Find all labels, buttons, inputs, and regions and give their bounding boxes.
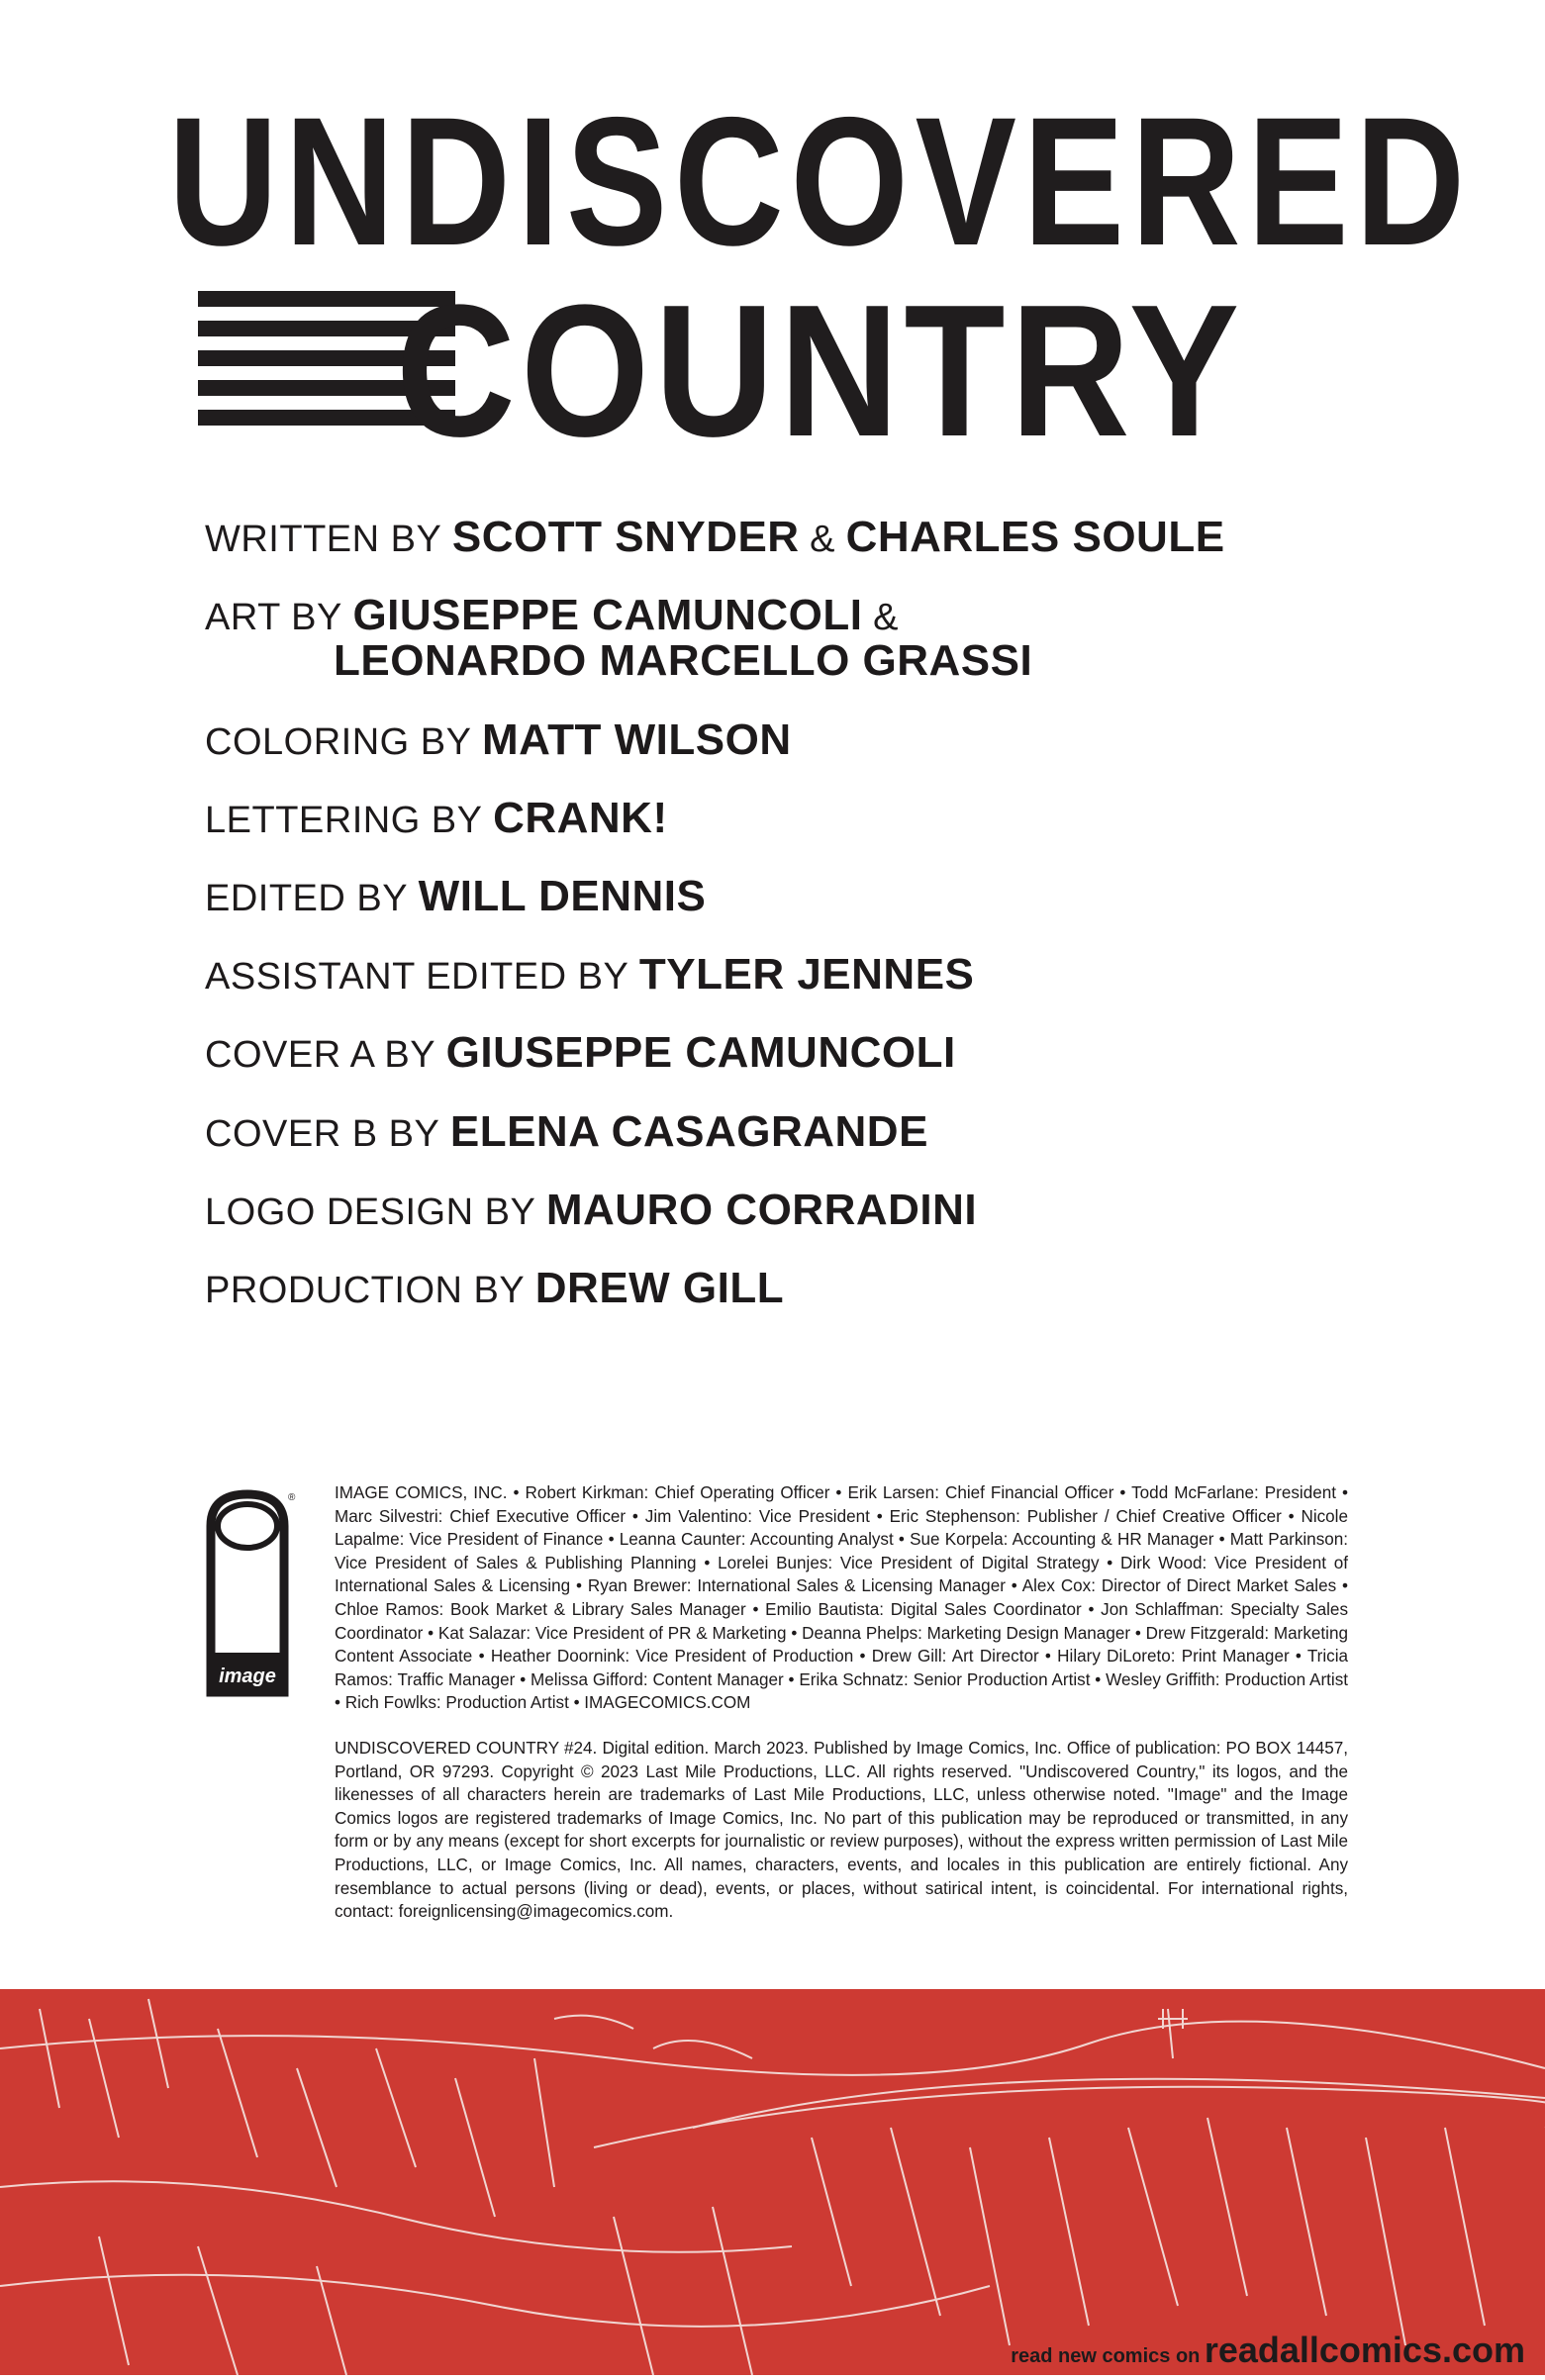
credit-name: MATT WILSON [482,714,792,764]
registered-mark: ® [288,1492,296,1503]
credit-cover-a-by [205,1030,1393,1076]
credit-edited-by [205,871,1393,920]
credit-name: GIUSEPPE CAMUNCOLI [445,1028,956,1078]
credit-joiner: & [810,519,836,560]
credit-role: PRODUCTION BY [205,1269,526,1311]
credit-role: ART BY [205,597,342,639]
credit-role: WRITTEN BY [205,519,442,560]
logo-title-line2: COUNTRY [396,266,1245,476]
credit-name: TYLER JENNES [638,950,975,1000]
image-comics-logo [205,1486,296,1700]
credit-name-2: LEONARDO MARCELLO GRASSI [334,636,1033,686]
credit-logo-design-by [205,1185,1393,1234]
credit-name: DREW GILL [534,1263,785,1312]
credit-name: MAURO CORRADINI [545,1185,978,1234]
credit-role: LETTERING BY [205,799,483,841]
credit-role: COVER A BY [205,1034,436,1077]
credit-name: SCOTT SNYDER [451,513,800,561]
credits-list [205,515,1393,1344]
credit-art-by [205,593,1393,684]
credit-name-2: CHARLES SOULE [845,513,1225,561]
credit-coloring-by [205,714,1393,764]
credit-production-by [205,1263,1393,1312]
sketch-lines-artwork [0,1989,1545,2375]
credit-role: EDITED BY [205,877,409,919]
credit-name: GIUSEPPE CAMUNCOLI [352,591,863,640]
image-logo-text: image [219,1666,276,1687]
site-watermark [1011,2330,1525,2371]
watermark-site-link[interactable]: readallcomics.com [1204,2330,1525,2370]
credit-name: WILL DENNIS [418,871,707,920]
credit-assistant-edited-by [205,952,1393,998]
logo-title-line1: UNDISCOVERED [168,80,1472,284]
credit-name: CRANK! [493,793,668,842]
credit-role: COVER B BY [205,1112,440,1155]
red-artwork-panel [0,1989,1545,2375]
credit-cover-b-by [205,1106,1393,1156]
credit-written-by [205,515,1393,560]
credit-lettering-by [205,793,1393,842]
credit-role: ASSISTANT EDITED BY [205,956,629,999]
stars-icon [1207,297,1405,445]
legal-indicia-text: UNDISCOVERED COUNTRY #24. Digital edition. March 2023. Published by Image Comics, Inc. Office of publication: PO BOX 14457, Portland, OR 97293. Copyright © 2023 Last Mile Productions, LLC. All rights reserved. "Undiscovered Country," its logos, and the likenesses of all characters herein are trademarks of Last Mile Productions, LLC, unless otherwise noted. "Image" and the Image Comics logos are registered trademarks of Image Comics, Inc. No part of this publication may be reproduced or transmitted, in any form or by any means (except for short excerpts for journalistic or review purposes), without the express written permission of Last Mile Productions, LLC, or Image Comics, Inc. All names, characters, events, and locales in this publication are entirely fictional. Any resemblance to actual persons (living or dead), events, or places, without satirical intent, is coincidental. For international rights, contact: foreignlicensing@imagecomics.com. [335,1739,1348,1922]
watermark-prefix: read new comics on [1011,2345,1201,2367]
logo-title-line2-group [198,266,1386,476]
credit-joiner: & [873,597,899,639]
credit-role: COLORING BY [205,720,472,763]
credit-name: ELENA CASAGRANDE [449,1106,928,1156]
credit-role: LOGO DESIGN BY [205,1190,536,1233]
publisher-staff-text: IMAGE COMICS, INC. • Robert Kirkman: Chief Operating Officer • Erik Larsen: Chief Financial Officer • Todd McFarlane: President • Marc Silvestri: Chief Executive Officer • Jim Valentino: Vice President • Eric Stephenson: Publisher / Chief Creative Officer • Nicole Lapalme: Vice President of Finance • Leanna Caunter: Accounting Analyst • Sue Korpela: Accounting & HR Manager • Matt Parkinson: Vice President of Sales & Publishing Planning • Lorelei Bunjes: Vice President of Digital Strategy • Dirk Wood: Vice President of International Sales & Licensing • Ryan Brewer: International Sales & Licensing Manager • Alex Cox: Director of Direct Market Sales • Chloe Ramos: Book Market & Library Sales Manager • Emilio Bautista: Digital Sales Coordinator • Jon Schlaffman: Specialty Sales Coordinator • Kat Salazar: Vice President of PR & Marketing • Deanna Phelps: Marketing Design Manager • Drew Fitzgerald: Marketing Content Associate • Heather Doornink: Vice President of Production • Drew Gill: Art Director • Hilary DiLoreto: Print Manager • Tricia Ramos: Traffic Manager • Melissa Gifford: Content Manager • Erika Schnatz: Senior Production Artist • Wesley Griffith: Production Artist • Rich Fowlks: Production Artist • IMAGECOMICS.COM [335,1483,1348,1713]
